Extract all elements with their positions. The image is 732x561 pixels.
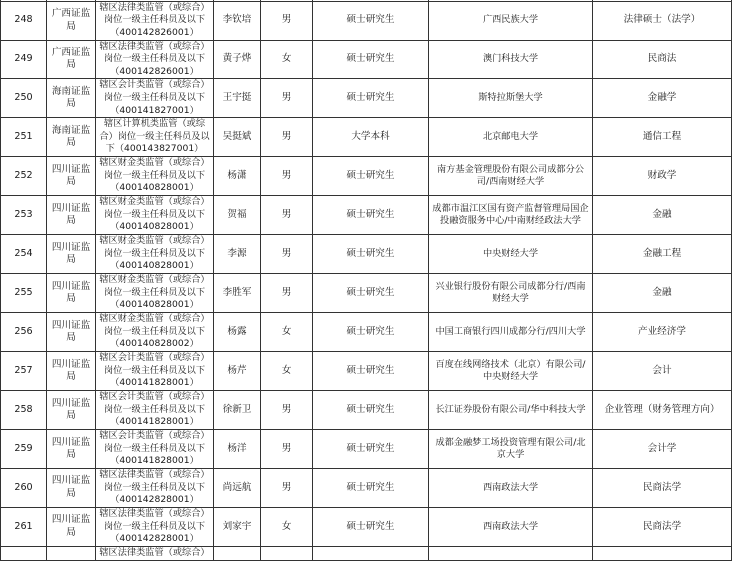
major-cell: 企业管理（财务管理方向） <box>593 391 732 430</box>
table-row <box>1 118 732 157</box>
employer-school-cell: 西南政法大学 <box>429 507 593 546</box>
position-cell: 辖区财金类监管（或综合）岗位一级主任科员及以下（400140828001） <box>96 157 214 196</box>
position-cell: 辖区计算机类监管（或综合）岗位一级主任科员及以下（400143827001） <box>96 118 214 157</box>
bureau-cell: 广西证监局 <box>47 40 96 79</box>
bureau-cell <box>47 546 96 560</box>
education-cell: 硕士研究生 <box>313 313 429 352</box>
row-number: 251 <box>1 118 47 157</box>
position-cell: 辖区法律类监管（或综合）岗位一级主任科员及以下（400142826001） <box>96 1 214 40</box>
major-cell: 金融 <box>593 274 732 313</box>
employer-school-cell: 百度在线网络技术（北京）有限公司/中央财经大学 <box>429 352 593 391</box>
major-cell: 财政学 <box>593 157 732 196</box>
name-cell: 王宇挺 <box>214 79 261 118</box>
education-cell: 硕士研究生 <box>313 196 429 235</box>
education-cell: 硕士研究生 <box>313 79 429 118</box>
row-number: 250 <box>1 79 47 118</box>
education-cell: 硕士研究生 <box>313 469 429 508</box>
name-cell: 杨露 <box>214 313 261 352</box>
major-cell <box>593 546 732 560</box>
table-row <box>1 274 732 313</box>
education-cell: 硕士研究生 <box>313 157 429 196</box>
name-cell: 刘家宇 <box>214 507 261 546</box>
major-cell: 产业经济学 <box>593 313 732 352</box>
table-body <box>1 0 732 560</box>
position-cell: 辖区会计类监管（或综合）岗位一级主任科员及以下（400141827001） <box>96 79 214 118</box>
major-cell: 金融学 <box>593 79 732 118</box>
row-number: 260 <box>1 469 47 508</box>
employer-school-cell: 成都金融梦工场投资管理有限公司/北京大学 <box>429 430 593 469</box>
name-cell: 黄子烨 <box>214 40 261 79</box>
position-cell: 辖区法律类监管（或综合） <box>96 546 214 560</box>
name-cell: 贺福 <box>214 196 261 235</box>
employer-school-cell: 兴业银行股份有限公司成都分行/西南财经大学 <box>429 274 593 313</box>
name-cell: 杨洋 <box>214 430 261 469</box>
row-number: 252 <box>1 157 47 196</box>
gender-cell: 女 <box>261 507 313 546</box>
bureau-cell: 四川证监局 <box>47 469 96 508</box>
bureau-cell: 四川证监局 <box>47 507 96 546</box>
gender-cell: 男 <box>261 1 313 40</box>
employer-school-cell: 澳门科技大学 <box>429 40 593 79</box>
gender-cell: 男 <box>261 196 313 235</box>
gender-cell: 男 <box>261 157 313 196</box>
education-cell: 硕士研究生 <box>313 40 429 79</box>
education-cell: 硕士研究生 <box>313 391 429 430</box>
name-cell: 李源 <box>214 235 261 274</box>
row-number: 249 <box>1 40 47 79</box>
education-cell: 硕士研究生 <box>313 430 429 469</box>
gender-cell: 男 <box>261 118 313 157</box>
row-number: 256 <box>1 313 47 352</box>
employer-school-cell: 西南政法大学 <box>429 469 593 508</box>
row-number: 255 <box>1 274 47 313</box>
position-cell: 辖区会计类监管（或综合）岗位一级主任科员及以下（400141828001） <box>96 391 214 430</box>
position-cell: 辖区财金类监管（或综合）岗位一级主任科员及以下（400140828001） <box>96 196 214 235</box>
bureau-cell: 四川证监局 <box>47 430 96 469</box>
employer-school-cell: 成都市温江区国有资产监督管理局国企投融资服务中心/中南财经政法大学 <box>429 196 593 235</box>
table-row <box>1 1 732 40</box>
position-cell: 辖区财金类监管（或综合）岗位一级主任科员及以下（400140828002） <box>96 313 214 352</box>
table-row <box>1 507 732 546</box>
gender-cell: 男 <box>261 391 313 430</box>
gender-cell <box>261 546 313 560</box>
bureau-cell: 四川证监局 <box>47 313 96 352</box>
table-row <box>1 313 732 352</box>
bureau-cell: 四川证监局 <box>47 391 96 430</box>
row-number: 254 <box>1 235 47 274</box>
gender-cell: 女 <box>261 313 313 352</box>
employer-school-cell: 广西民族大学 <box>429 1 593 40</box>
table-row <box>1 391 732 430</box>
table-row <box>1 196 732 235</box>
row-number: 253 <box>1 196 47 235</box>
row-number: 258 <box>1 391 47 430</box>
gender-cell: 男 <box>261 79 313 118</box>
name-cell: 尚远航 <box>214 469 261 508</box>
position-cell: 辖区财金类监管（或综合）岗位一级主任科员及以下（400140828001） <box>96 235 214 274</box>
bureau-cell: 海南证监局 <box>47 118 96 157</box>
major-cell: 民商法学 <box>593 507 732 546</box>
major-cell: 民商法学 <box>593 469 732 508</box>
name-cell: 杨潇 <box>214 157 261 196</box>
education-cell <box>313 546 429 560</box>
gender-cell: 女 <box>261 40 313 79</box>
name-cell <box>214 546 261 560</box>
bureau-cell: 四川证监局 <box>47 274 96 313</box>
major-cell: 金融 <box>593 196 732 235</box>
gender-cell: 男 <box>261 274 313 313</box>
employer-school-cell: 斯特拉斯堡大学 <box>429 79 593 118</box>
gender-cell: 男 <box>261 430 313 469</box>
name-cell: 徐新卫 <box>214 391 261 430</box>
major-cell: 金融工程 <box>593 235 732 274</box>
name-cell: 李钦培 <box>214 1 261 40</box>
row-number: 261 <box>1 507 47 546</box>
bureau-cell: 广西证监局 <box>47 1 96 40</box>
bureau-cell: 四川证监局 <box>47 157 96 196</box>
employer-school-cell: 北京邮电大学 <box>429 118 593 157</box>
name-cell: 李胜军 <box>214 274 261 313</box>
name-cell: 杨芹 <box>214 352 261 391</box>
education-cell: 大学本科 <box>313 118 429 157</box>
employer-school-cell: 中国工商银行四川成都分行/四川大学 <box>429 313 593 352</box>
position-cell: 辖区法律类监管（或综合）岗位一级主任科员及以下（400142828001） <box>96 507 214 546</box>
education-cell: 硕士研究生 <box>313 352 429 391</box>
position-cell: 辖区财金类监管（或综合）岗位一级主任科员及以下（400140828001） <box>96 274 214 313</box>
employer-school-cell: 中央财经大学 <box>429 235 593 274</box>
bureau-cell: 四川证监局 <box>47 196 96 235</box>
table-row <box>1 235 732 274</box>
table-row <box>1 40 732 79</box>
table-row <box>1 352 732 391</box>
bureau-cell: 海南证监局 <box>47 79 96 118</box>
row-number: 257 <box>1 352 47 391</box>
employer-school-cell: 长江证券股份有限公司/华中科技大学 <box>429 391 593 430</box>
row-number: 259 <box>1 430 47 469</box>
major-cell: 法律硕士（法学） <box>593 1 732 40</box>
major-cell: 民商法 <box>593 40 732 79</box>
bureau-cell: 四川证监局 <box>47 235 96 274</box>
row-number <box>1 546 47 560</box>
table-row <box>1 157 732 196</box>
table-row <box>1 79 732 118</box>
major-cell: 通信工程 <box>593 118 732 157</box>
education-cell: 硕士研究生 <box>313 235 429 274</box>
major-cell: 会计学 <box>593 430 732 469</box>
employer-school-cell: 南方基金管理股份有限公司成都分公司/西南财经大学 <box>429 157 593 196</box>
table-row <box>1 430 732 469</box>
position-cell: 辖区会计类监管（或综合）岗位一级主任科员及以下（400141828001） <box>96 352 214 391</box>
education-cell: 硕士研究生 <box>313 274 429 313</box>
name-cell: 吴挺斌 <box>214 118 261 157</box>
education-cell: 硕士研究生 <box>313 1 429 40</box>
table-row <box>1 469 732 508</box>
bureau-cell: 四川证监局 <box>47 352 96 391</box>
position-cell: 辖区法律类监管（或综合）岗位一级主任科员及以下（400142826001） <box>96 40 214 79</box>
major-cell: 会计 <box>593 352 732 391</box>
table-row <box>1 546 732 560</box>
gender-cell: 男 <box>261 469 313 508</box>
employer-school-cell <box>429 546 593 560</box>
position-cell: 辖区法律类监管（或综合）岗位一级主任科员及以下（400142828001） <box>96 469 214 508</box>
position-cell: 辖区会计类监管（或综合）岗位一级主任科员及以下（400141828001） <box>96 430 214 469</box>
gender-cell: 女 <box>261 352 313 391</box>
gender-cell: 男 <box>261 235 313 274</box>
row-number: 248 <box>1 1 47 40</box>
education-cell: 硕士研究生 <box>313 507 429 546</box>
